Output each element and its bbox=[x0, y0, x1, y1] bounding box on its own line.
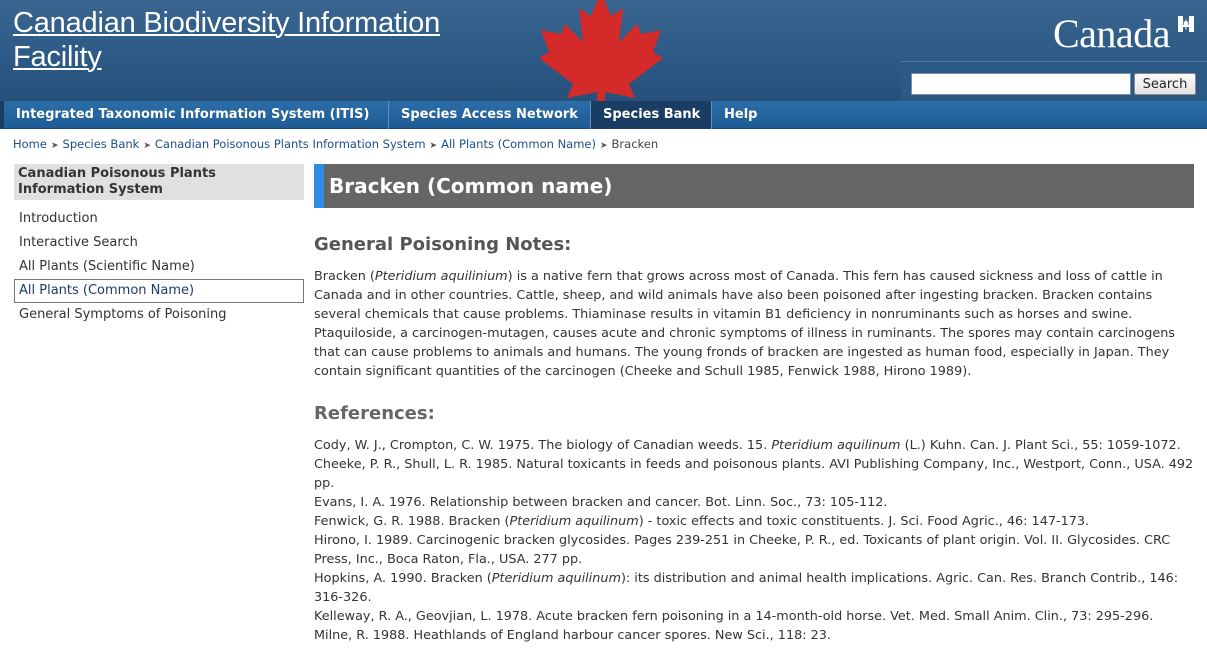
reference-item: Milne, R. 1988. Heathlands of England harbour cancer spores. New Sci., 118: 23. bbox=[314, 628, 831, 643]
arrow-right-icon: ➤ bbox=[50, 141, 59, 151]
sidebar-item-all-plants-scientific[interactable]: All Plants (Scientific Name) bbox=[19, 259, 195, 274]
references-list bbox=[314, 436, 1194, 645]
sidebar-item-introduction[interactable]: Introduction bbox=[19, 211, 98, 226]
breadcrumb-home[interactable]: Home bbox=[13, 137, 47, 151]
arrow-right-icon: ➤ bbox=[599, 141, 608, 151]
sidebar-item-all-plants-common[interactable]: All Plants (Common Name) bbox=[14, 279, 304, 303]
ref-scientific-name: Pteridium aquilinum bbox=[509, 514, 639, 529]
ref-text: ) - toxic effects and toxic constituents. J. Sci. Food Agric., 46: 147-173. bbox=[638, 514, 1090, 529]
arrow-right-icon: ➤ bbox=[429, 141, 438, 151]
notes-part2: ) is a native fern that grows across most of Canada. This fern has caused sickness and loss of cattle in Canada and in other countries. Cattle, sheep, and wild animals have also been poisoned after ingesting bracken. Bracken contains several chemicals that cause problems. Thiaminase results in vitamin B1 deficiency in nonruminants such as horses and swine. Ptaquiloside, a carcinogen-mutagen, causes acute and chronic symptoms of illness in ruminants. The spores may contain carcinogens that can cause problems to animals and humans. The young fronds of bracken are ingested as human food, especially in Japan. They contain significant quantities of the carcinogen (Cheeke and Schull 1985, Fenwick 1988, Hirono 1989). bbox=[314, 269, 1175, 379]
breadcrumb-current: Bracken bbox=[611, 137, 659, 151]
search-input[interactable] bbox=[911, 73, 1131, 95]
reference-item: Cheeke, P. R., Shull, L. R. 1985. Natural toxicants in feeds and poisonous plants. AVI Publishing Company, Inc., Westport, Conn., USA. 492 pp. bbox=[314, 457, 1194, 491]
sidebar bbox=[14, 164, 304, 327]
search-button[interactable]: Search bbox=[1134, 73, 1196, 95]
site-header bbox=[0, 0, 1207, 101]
ref-text: Hopkins, A. 1990. Bracken ( bbox=[314, 571, 492, 586]
reference-item: Kelleway, R. A., Geovjian, L. 1978. Acute bracken fern poisoning in a 14-month-old horse. Vet. Med. Small Anim. Clin., 73: 295-296. bbox=[314, 609, 1154, 624]
canada-flag-icon bbox=[1178, 16, 1194, 32]
nav-item-help[interactable]: Help bbox=[711, 101, 771, 129]
nav-item-species-access-network[interactable]: Species Access Network bbox=[388, 101, 590, 129]
site-title-line1[interactable]: Canadian Biodiversity Information bbox=[13, 7, 441, 39]
canada-wordmark: Canada bbox=[1053, 11, 1170, 56]
nav-item-species-bank[interactable]: Species Bank bbox=[590, 101, 711, 129]
breadcrumb-all-plants-common[interactable]: All Plants (Common Name) bbox=[441, 137, 596, 151]
page-title: Bracken (Common name) bbox=[314, 164, 1194, 208]
notes-part1: Bracken ( bbox=[314, 269, 375, 284]
ref-text: ): its distribution and animal health implications. Agric. Can. Res. Branch Contrib., 146: 316-326. bbox=[314, 571, 1179, 605]
reference-item: Hirono, I. 1989. Carcinogenic bracken glycosides. Pages 239-251 in Cheeke, P. R., ed. Toxicants of plant origin. Vol. II. Glycosides. CRC Press, Inc., Boca Raton, Fla., USA. 277 pp. bbox=[314, 533, 1171, 567]
poisoning-notes-text bbox=[314, 267, 1194, 381]
sidebar-heading: Canadian Poisonous Plants Information System bbox=[14, 164, 304, 200]
reference-item bbox=[314, 512, 1194, 531]
notes-scientific-name: Pteridium aquilinium bbox=[374, 269, 508, 284]
poisoning-notes-heading: General Poisoning Notes: bbox=[314, 234, 572, 255]
breadcrumb bbox=[13, 137, 658, 151]
search-panel bbox=[901, 61, 1207, 101]
site-title-link[interactable] bbox=[13, 6, 533, 74]
reference-item bbox=[314, 569, 1194, 607]
ref-text: Cody, W. J., Crompton, C. W. 1975. The biology of Canadian weeds. 15. bbox=[314, 438, 772, 453]
ref-text: (L.) Kuhn. Can. J. Plant Sci., 55: 1059-1072. bbox=[900, 438, 1181, 453]
sidebar-item-general-symptoms[interactable]: General Symptoms of Poisoning bbox=[19, 307, 227, 322]
main-content bbox=[314, 164, 1194, 645]
arrow-right-icon: ➤ bbox=[143, 141, 151, 151]
references-heading: References: bbox=[314, 403, 435, 424]
main-nav bbox=[0, 101, 1207, 129]
maple-leaf-icon bbox=[533, 0, 669, 101]
sidebar-item-interactive-search[interactable]: Interactive Search bbox=[19, 235, 138, 250]
reference-item bbox=[314, 436, 1194, 455]
ref-scientific-name: Pteridium aquilinum bbox=[771, 438, 901, 453]
site-title-line2[interactable]: Facility bbox=[13, 41, 102, 73]
nav-left-edge bbox=[0, 101, 4, 129]
nav-item-itis[interactable]: Integrated Taxonomic Information System (ITIS) bbox=[16, 107, 370, 122]
breadcrumb-cppis[interactable]: Canadian Poisonous Plants Information System bbox=[154, 137, 426, 151]
ref-text: Fenwick, G. R. 1988. Bracken ( bbox=[314, 514, 510, 529]
reference-item: Evans, I. A. 1976. Relationship between bracken and cancer. Bot. Linn. Soc., 73: 105-112. bbox=[314, 495, 888, 510]
ref-scientific-name: Pteridium aquilinum bbox=[491, 571, 621, 586]
breadcrumb-species-bank[interactable]: Species Bank bbox=[62, 137, 140, 151]
